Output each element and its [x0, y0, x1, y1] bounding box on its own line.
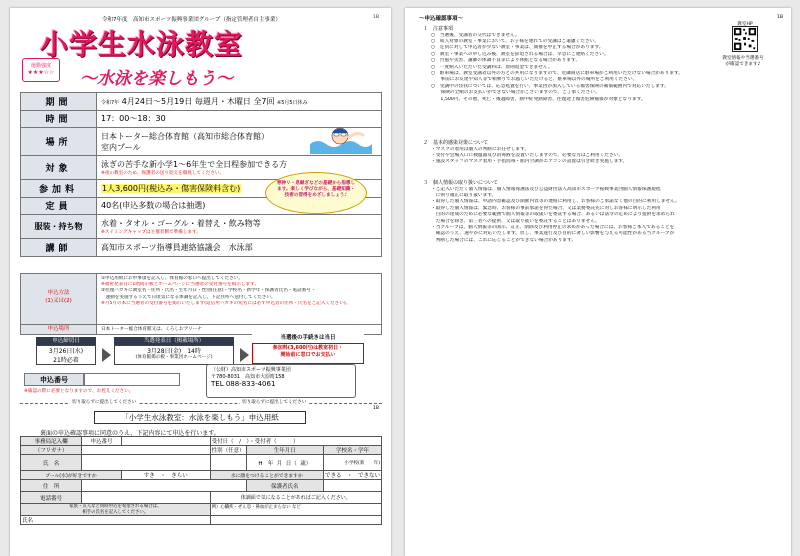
period-value	[97, 93, 382, 111]
privacy-title: ３ 個人情報の取り扱いについて	[423, 180, 498, 186]
dob-year: 年	[267, 460, 274, 467]
method-label-sub: (1)又は(2)	[45, 298, 72, 304]
infection-item: ・施設スタッフのマスク着用・手指消毒・館内空調がエアコンの設置は引き続き実施します。	[431, 159, 628, 165]
place-row-label: 申込場所	[21, 325, 97, 334]
reg-number-label: 申込番号	[24, 373, 84, 386]
note-item: ○ 当選後、受講者の交代はできません。	[431, 32, 520, 38]
flow-arrow-icon	[102, 348, 111, 362]
pool-like-label: プール(水)が好きですか	[21, 471, 122, 480]
privacy-section	[423, 180, 775, 244]
same-day-box	[252, 343, 364, 364]
page-front	[10, 8, 391, 556]
health-example[interactable]: 例）心臓疾・ぜん息・鼻血が止まらない など	[210, 504, 381, 516]
privacy-item: に則り適正に取り扱います。	[431, 193, 497, 198]
infection-section	[423, 140, 775, 166]
reg-no-input[interactable]	[121, 437, 210, 446]
target-note: ※夜の教室のため、保護者の送り迎えを徹底してください。	[101, 171, 225, 176]
contact-address: 〒780-8031 高知市大原町158	[211, 374, 285, 380]
deadline-value: 3月26日(水)	[48, 348, 84, 355]
period-year: 令和7年	[101, 99, 120, 106]
method-label-text: 申込方法	[47, 290, 70, 296]
qr-caption-2: が確認できます♪	[725, 62, 761, 67]
cut-note-right: 切り取らずに提出してください	[242, 400, 307, 405]
furigana-input[interactable]	[82, 446, 210, 455]
period-text: 4月24日～5月19日 毎週月・木曜日 全7回	[121, 96, 275, 106]
pool-like-choice[interactable]: すき ・ きらい	[121, 471, 210, 480]
note-item: ○ 成人対象の教室・事業において、お子様を連れての受講はご遠慮ください。	[431, 39, 600, 44]
dob-age: 歳）	[300, 460, 312, 467]
period-note: ※5月5日休み	[277, 99, 308, 106]
deadline-box	[36, 345, 96, 365]
note-item: ○ 一度納入いただいた受講料は、原則返金できません。	[431, 64, 553, 70]
clothing-note: ※スイミングキャップは主催者側で準備します。	[101, 230, 201, 235]
same-day-head: 当選後の手続きは当日	[252, 334, 364, 342]
health-label: 体調面で気になることがあればご記入ください。	[210, 492, 381, 504]
instructor-label: 講師	[21, 239, 97, 257]
dob-input[interactable]	[246, 455, 323, 471]
face-choice[interactable]: できる ・ できない	[323, 471, 381, 480]
method-line: ※月5月の本に当選者の受付番号を掲示いたします(返信用ハガキの宛名には必ず申込者の住所・氏名をご記入ください)。	[101, 300, 351, 306]
announce-value: 3月28日(金) 14時	[147, 348, 201, 355]
announce-head: 当選発表日（掲載場所）	[114, 337, 234, 345]
fee-text: 1人3,600円(税込み・傷害保険料含む)	[102, 183, 241, 193]
contact-box	[206, 364, 356, 398]
grade-input[interactable]: 小学校(新 年)	[323, 455, 381, 471]
reg-note: ※確認の際に必要となりますので、お控えください。	[24, 389, 134, 394]
infection-title: ２ 基本的感染対策について	[423, 140, 488, 146]
phone-label: 電話番号	[21, 492, 82, 504]
method-line: 運動を実施するうえで日頃気になる体調を記入し、下記住所へ送付してください。	[101, 294, 276, 300]
note-item: 事前にお友達や知人等で相乗りでお越しいただけると、駐車場以外の場所をご利用ください。	[431, 77, 638, 83]
page-title: 小学生水泳教室	[40, 28, 244, 61]
received-cell: 受付日（ / ）・受付者（ ）	[210, 437, 381, 446]
note-item: ○ 教室・事業への申し込み後、教室を辞退される場合は、早急にご連絡ください。	[431, 51, 609, 57]
swimmer-illustration	[310, 118, 372, 154]
notes-section	[423, 26, 723, 103]
page-back	[405, 8, 791, 556]
target-text: 泳ぎの苦手な新小学1～6年生で全日程参加できる方	[101, 160, 288, 169]
infection-item: ・マスクの着用は個人の判断にお任せします。	[431, 146, 530, 152]
infection-item: ・受付や会場入口に検温器及び消毒液を設置いたしますので、必要な方はご利用ください。	[431, 153, 624, 158]
school-label: 学校名・学年	[323, 446, 381, 455]
method-line: ※福祉発表日に1階掲示板とホームページに当選者の受付番号を掲示します。	[101, 282, 259, 288]
capacity-value: 40名(申込多数の場合は抽選)	[97, 197, 382, 215]
form-office-row	[21, 437, 382, 446]
same-day-line-1: 参加料(3,600円)は教室初日・	[272, 345, 344, 351]
deadline-time: 21時必着	[53, 357, 79, 364]
reg-no-cell: 申込番号	[82, 437, 122, 446]
clothing-label: 服装・持ち物	[21, 215, 97, 239]
form-page-number: 1B	[372, 406, 379, 411]
dob-label: 生年月日	[246, 446, 323, 455]
dob-day: 日（	[285, 460, 297, 467]
qr-label: 教室HP	[737, 22, 753, 27]
notes-title: １ 注意事項	[423, 26, 454, 32]
privacy-item: 目的の達成のために必要な範囲で個人情報等の取扱いを委託する場合、あるいは法令の定めにより提供を求められ	[431, 212, 675, 218]
intensity-badge	[22, 58, 60, 82]
promo-bubble: 寒神リ・息継ぎなどの基礎から指導します。楽しく学びながら、基礎知識・技術の習得をめざしましょう♪	[265, 172, 367, 214]
page-subtitle: ～水泳を楽しもう～	[80, 69, 233, 89]
companion-note-2: 相手の氏名を記入してください。	[82, 509, 149, 515]
qr-code-icon[interactable]	[732, 26, 758, 52]
badge-stars: ★★★☆☆	[27, 69, 55, 76]
page-number: 1B	[776, 15, 783, 20]
page-number: 1B	[372, 15, 379, 20]
form-companion-row	[21, 516, 382, 525]
contact-tel: TEL 088-833-4061	[211, 380, 276, 388]
target-label: 対象	[21, 156, 97, 180]
header-org: 令和7年度 高知市スポーツ振興事業団グループ（指定管理者自主事業）	[102, 17, 281, 23]
qr-caption-1: 教室情報や当選番号	[722, 56, 764, 61]
method-label	[21, 274, 97, 324]
form-title: 「小学生水泳教室：水泳を楽しもう」申込用紙	[94, 411, 306, 424]
privacy-item: た場合を除き、第三者への提供、又は取り扱いを委託することはありません。	[431, 218, 600, 224]
place-line-2: 室内プール	[101, 142, 141, 152]
place-row-value: 日本トーター総合体育館又は、くろしおアリーナ	[101, 327, 202, 332]
address-input[interactable]	[82, 480, 246, 492]
phone-input[interactable]	[82, 492, 210, 504]
note-item: ○ 駐車場は、教室受講者以外の方との共用になりますので、近隣商店に駐車場がご利用いただけない場合があります。	[431, 71, 684, 77]
fee-label: 参加料	[21, 180, 97, 198]
form-address-row	[21, 480, 382, 492]
place-line-1: 日本トーター総合体育館（高知市総合体育館）	[101, 131, 269, 141]
companion-name[interactable]: 氏名	[21, 516, 211, 525]
office-cell: 事務局記入欄	[21, 437, 82, 446]
guardian-label: 保護者氏名	[246, 480, 323, 492]
name-label: 氏 名	[21, 455, 82, 471]
contact-org: （公財）高知市スポーツ振興事業団	[211, 367, 291, 373]
form-subtitle: 裏面の申込確認事項に同意のうえ、下記内容にて申込を行います。	[40, 430, 220, 437]
cut-note-left: 切り取らずに提出してください	[72, 400, 137, 405]
privacy-item: ・取得した個人情報は、緊急時、お客様の事前承諾を得た場合、又は業務委託先に対しお客様に明示した利用	[431, 205, 661, 211]
form-name-row	[21, 455, 382, 471]
note-item: ○ 受講中の怪我については、応急処置を行い、事業団が加入している傷害保険の補償範囲内で対応いたします。	[431, 83, 669, 89]
reg-number-box	[84, 373, 180, 386]
form-phone-row	[21, 492, 382, 504]
method-line: ②往復ハガキに教室名・住所・氏名・生年月日・性別(任意)・学校名・新学年・保護者氏名・電話番号・	[101, 288, 316, 294]
announce-box	[114, 345, 234, 365]
gender-label: 性別（任意）	[210, 446, 246, 455]
privacy-item: ・ご記入いただく個人情報は、個人情報保護法及び公益財団法人高知市スポーツ振興事業団個人情報保護規程	[431, 186, 661, 192]
method-body	[101, 276, 379, 307]
period-label: 期間	[21, 93, 97, 111]
clothing-text: 水着・タオル・ゴーグル・着替え・飲み物等	[101, 219, 261, 228]
place-label: 場所	[21, 128, 97, 156]
flow-arrow-icon	[240, 348, 249, 362]
method-line: ①申込用紙にお申事項を記入し、体育館の窓口へ提出してください。	[101, 276, 243, 281]
face-label: 水に顔をつけることができますか	[210, 471, 323, 480]
companion-note-1: 家族・友人など同時申込を希望される場合は、	[69, 504, 162, 509]
note-item: ○ 台風や災害、講師の体調不良等により休館となる場合があります。	[431, 58, 581, 64]
confirm-heading: ～申込確認事項～	[419, 16, 464, 22]
privacy-item: ・取得した個人情報は、申請内容確認及び開催内容等の連絡に利用し、お客様のご承諾なく他の目的に利用しません。	[431, 199, 680, 205]
note-item: 保険の全額のお支払いができない場合がございますので、ご了承ください。	[431, 90, 600, 96]
note-item: 1,500円、その他、死亡・後遺障害、熱中症発熱障害、往復途上傷害危険補償が対象となります。	[431, 96, 646, 102]
privacy-item: 確認のうえ、速やかに対応いたします。但し、事業遂行及び目的に著しい影響を与える可能性がある当グループが	[431, 231, 675, 237]
application-method	[20, 273, 382, 325]
clothing-value	[97, 215, 382, 239]
same-day-line-2: 開始前に窓口でお支払い	[280, 352, 336, 358]
time-value: 17：00～18：30	[97, 110, 382, 128]
health-input[interactable]	[210, 516, 381, 525]
badge-label: 運動強度	[30, 63, 51, 69]
form-swim-row	[21, 471, 382, 480]
period-row	[21, 93, 382, 111]
announce-place: (体育館掲示板・事業団ホームページ)	[135, 355, 213, 360]
capacity-label: 定員	[21, 197, 97, 215]
name-input[interactable]	[82, 455, 210, 471]
form-furigana-row	[21, 446, 382, 455]
instructor-value: 高知市スポーツ指導員連絡協議会 水泳部	[97, 239, 382, 257]
note-item: ○ 定員に対して申込者が少ない教室・事業は、開催を中止する場合があります。	[431, 45, 604, 51]
time-label: 時間	[21, 110, 97, 128]
gender-input[interactable]	[210, 455, 246, 471]
instructor-row	[21, 239, 382, 257]
privacy-item: ・当グループは、個人情報等の開示、訂正、削除及び利用停止の求めがあった場合には、お客様ご本人であることを	[431, 225, 675, 231]
deadline-head: 申込締切日	[36, 337, 96, 345]
companion-note	[21, 504, 211, 516]
privacy-item: 判断した場合には、これに応じることができない場合があります。	[431, 237, 576, 243]
furigana-label: （フリガナ）	[21, 446, 82, 455]
clothing-row	[21, 215, 382, 239]
address-label: 住 所	[21, 480, 82, 492]
dob-month: 月	[276, 460, 283, 467]
application-form	[20, 436, 382, 525]
guardian-input[interactable]	[323, 480, 381, 492]
dob-era: H	[258, 460, 263, 467]
form-footer-row	[21, 504, 382, 516]
